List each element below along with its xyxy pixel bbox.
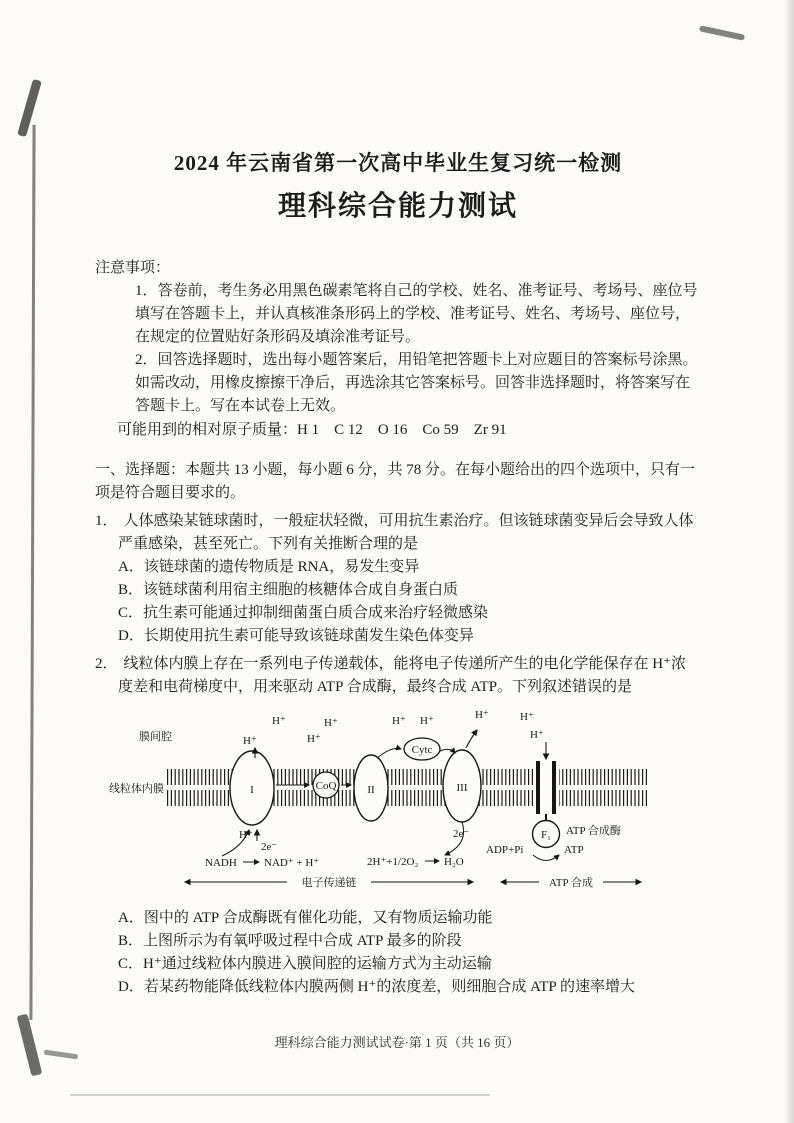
- question-1-number: 1．: [95, 513, 118, 529]
- h-plus-label: H⁺: [420, 715, 434, 727]
- atp-synthase-label: ATP 合成酶: [566, 825, 621, 837]
- question-1-option-b: B．该链球菌利用宿主细胞的核糖体合成自身蛋白质: [118, 582, 459, 598]
- mitochondria-diagram: [109, 704, 669, 900]
- question-2: [95, 653, 701, 999]
- question-1-stem: 人体感染某链球菌时，一般症状轻微，可用抗生素治疗。但该链球菌变异后会导致人体严重感染，甚至死亡。下列有关推断合理的是: [118, 513, 694, 552]
- nad-plus-label: NAD⁺ + H⁺: [264, 857, 320, 869]
- h-plus-label: H⁺: [392, 715, 406, 727]
- atp-synthase: [533, 761, 621, 848]
- question-1: [95, 510, 701, 648]
- notice-item-1: 1．答卷前，考生务必用黑色碳素笔将自己的学校、姓名、准考证号、考场号、座位号填写在答题卡上，并认真核准条形码上的学校、准考证号、姓名、考场号、座位号，在规定的位置贴好条形码及填涂准考证号。: [135, 283, 698, 345]
- page-footer: 理科综合能力测试试卷·第 1 页（共 16 页）: [274, 1035, 520, 1050]
- exam-title: 2024 年云南省第一次高中毕业生复习统一检测: [173, 151, 623, 175]
- f1-label: F₁: [541, 829, 551, 841]
- question-2-stem: 线粒体内膜上存在一系列电子传递载体，能将电子传递所产生的电化学能保存在 H⁺浓度差和电荷梯度中，用来驱动 ATP 合成酶，最终合成 ATP。下列叙述错误的是: [118, 656, 687, 695]
- scan-artifact: [29, 125, 35, 1020]
- scan-artifact: [784, 0, 794, 1123]
- complex-i-label: I: [250, 784, 254, 796]
- reaction-labels: [205, 828, 584, 869]
- section-1-heading: 一、选择题：本题共 13 小题，每小题 6 分，共 78 分。在每小题给出的四个选项中，只有一项是符合题目要求的。: [95, 462, 696, 501]
- atomic-mass-line: 可能用到的相对原子质量：H 1 C 12 O 16 Co 59 Zr 91: [117, 422, 507, 438]
- h-plus-label: H⁺: [272, 715, 286, 727]
- scan-artifact: [70, 1094, 490, 1096]
- h-plus-label: H⁺: [239, 829, 253, 841]
- cytc-label: Cytc: [411, 744, 433, 756]
- coenzyme-q: [313, 772, 339, 798]
- scan-artifact: [44, 1050, 78, 1060]
- bottom-span-arrows: [185, 875, 641, 889]
- complex-iii-label: III: [456, 782, 468, 794]
- complex-iii: [443, 750, 481, 822]
- h-plus-label: H⁺: [475, 709, 489, 721]
- question-2-option-c: C．H⁺通过线粒体内膜进入膜间腔的运输方式为主动运输: [118, 956, 492, 972]
- question-2-option-d: D．若某药物能降低线粒体内膜两侧 H⁺的浓度差，则细胞合成 ATP 的速率增大: [118, 979, 635, 995]
- question-1-stem-line: [95, 510, 701, 556]
- h-plus-label: H⁺: [530, 729, 544, 741]
- question-1-option-a: A．该链球菌的遗传物质是 RNA，易发生变异: [118, 559, 420, 575]
- coq-label: CoQ: [315, 780, 337, 792]
- notice-item-2: 2．回答选择题时，选出每小题答案后，用铅笔把答题卡上对应题目的答案标号涂黑。如需改动，用橡皮擦擦干净后，再选涂其它答案标号。回答非选择题时，将答案写在答题卡上。写在本试卷上无效。: [135, 352, 698, 414]
- electrons-label: 2e⁻: [453, 828, 470, 840]
- question-2-number: 2．: [95, 656, 118, 672]
- document-content: [95, 150, 701, 999]
- question-2-option-a: A．图中的 ATP 合成酶既有催化功能，又有物质运输功能: [118, 910, 493, 926]
- question-2-stem-line: [95, 653, 701, 699]
- question-1-option-d: D．长期使用抗生素可能导致该链球菌发生染色体变异: [118, 628, 474, 644]
- electron-chain-label: 电子传递链: [301, 877, 357, 889]
- complex-i: [230, 751, 274, 825]
- atp-label: ATP: [564, 844, 584, 856]
- complex-ii-label: II: [367, 784, 375, 796]
- intermembrane-space-label: 膜间腔: [139, 731, 172, 743]
- water-label: H₂O: [444, 856, 464, 868]
- scan-artifact: [17, 79, 42, 137]
- h-plus-label: H⁺: [324, 717, 338, 729]
- notice-heading: 注意事项：: [95, 260, 171, 276]
- question-1-option-c: C．抗生素可能通过抑制细菌蛋白质合成来治疗轻微感染: [118, 605, 489, 621]
- cytochrome-c: [404, 738, 440, 760]
- h-plus-label: H⁺: [520, 711, 534, 723]
- h-plus-label: H⁺: [307, 733, 321, 745]
- electrons-label: 2e⁻: [261, 841, 278, 853]
- question-2-option-b: B．上图所示为有氧呼吸过程中合成 ATP 最多的阶段: [118, 933, 462, 949]
- oxygen-label: 2H⁺+1/2O₂: [367, 856, 419, 868]
- h-plus-label: H⁺: [243, 735, 257, 747]
- complex-ii: [354, 755, 388, 821]
- exam-subtitle: 理科综合能力测试: [277, 191, 518, 222]
- scan-artifact: [699, 25, 745, 40]
- adp-pi-label: ADP+Pi: [486, 844, 524, 856]
- nadh-label: NADH: [205, 857, 237, 869]
- inner-membrane-label: 线粒体内膜: [109, 783, 164, 795]
- atp-synthesis-label: ATP 合成: [549, 877, 593, 889]
